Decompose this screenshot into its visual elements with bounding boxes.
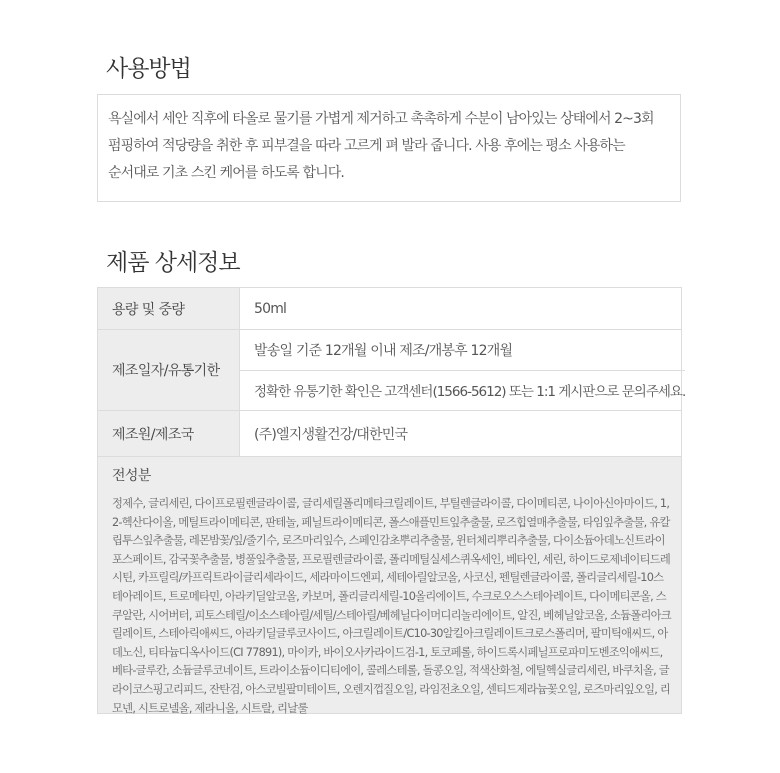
usage-line: 펌핑하여 적당량을 취한 후 피부결을 따라 고르게 펴 발라 줍니다. 사용 후에는 평소 사용하는 xyxy=(108,138,625,154)
usage-line: 순서대로 기초 스킨 케어를 하도록 합니다. xyxy=(108,165,344,181)
detail-section-title: 제품 상세정보 xyxy=(106,250,240,276)
ingredients-text: 정제수, 글리세린, 다이프로필렌글라이콜, 글리세릴폴리메타크릴레이트, 부틸렌글라이콜, 다이메티콘, 나이아신아마이드, 1,2-헥산다이올, 메틸트라이메티콘, 판테놀, 페닐트라이메티콘, 폴스애플민트잎추출물, 로즈힙열매추출물, 타임잎추출물, 유칼립투스잎추출물, 레몬밤꽃/잎/줄기수, 로즈마리잎수, 스페인감초뿌리추출물, 윈터체리뿌리추출물, 다이소듐아데노신트라이포스페이트, 감국꽃추출물, 병풀잎추출물, 프로필렌글라이콜, 폴리메틸실세스퀴옥세인, 베타인, 세린, 하이드로제네이티드레시틴, 카프릴릭/카프릭트라이글리세라이드, 세라마이드엔피, 세테아릴알코올, 사코신, 펜틸렌글라이콜, 폴리글리세릴-10스테아레이트, 트로메타민, 아라키딜알코올, 카보머, 폴리글리세릴-10올리에이트, 수크로오스스테아레이트, 다이메티콘올, 스쿠알란, 시어버터, 피토스테릴/이소스테아릴/세틸/스테아릴/베헤닐다이머디리놀리에이트, 알진, 베헤닐알코올, 소듐폴리아크릴레이트, 스테아릭애씨드, 아라키딜글루코사이드, 아크릴레이트/C10-30알킬아크릴레이트크로스폴리머, 팔미틱애씨드, 아데노신, 티타늄디옥사이드(CI 77891), 마이카, 바이오사카라이드검-1, 토코페롤, 하이드록시페닐프로파미도벤조익애씨드, 베타-글루칸, 소듐글루코네이트, 트라이소듐이디티에이, 콜레스테롤, 돌콩오일, 적색산화철, 에틸헥실글리세린, 바쿠치올, 글라이코스핑고리피드, 잔탄검, 아스코빌팔미테이트, 오렌지껍질오일, 라임전초오일, 센티드제라늄꽃오일, 로즈마리잎오일, 리모넨, 시트로넬올, 제라니올, 시트랄, 리날룰 xyxy=(112,497,671,715)
maker-row xyxy=(98,411,681,457)
expiry-value: 발송일 기준 12개월 이내 제조/개봉후 12개월 xyxy=(254,342,513,359)
volume-value: 50ml xyxy=(254,300,287,317)
volume-row xyxy=(98,288,681,330)
usage-line: 욕실에서 세안 직후에 타올로 물기를 가볍게 제거하고 촉촉하게 수분이 남아있는 상태에서 2~3회 xyxy=(108,111,654,127)
usage-description-box xyxy=(97,94,681,202)
expiry-cell xyxy=(240,330,685,410)
expiry-label: 제조일자/유통기한 xyxy=(98,330,240,410)
usage-section-title: 사용방법 xyxy=(106,56,191,82)
ingredients-label: 전성분 xyxy=(112,468,151,484)
maker-label: 제조원/제조국 xyxy=(98,411,240,456)
expiry-row xyxy=(98,330,686,411)
expiry-note: 정확한 유통기한 확인은 고객센터(1566-5612) 또는 1:1 게시판으로 문의주세요. xyxy=(240,370,685,411)
volume-label: 용량 및 중량 xyxy=(98,288,240,329)
product-detail-table xyxy=(97,287,686,715)
maker-value: (주)엘지생활건강/대한민국 xyxy=(254,426,408,443)
ingredients-block xyxy=(98,457,681,713)
